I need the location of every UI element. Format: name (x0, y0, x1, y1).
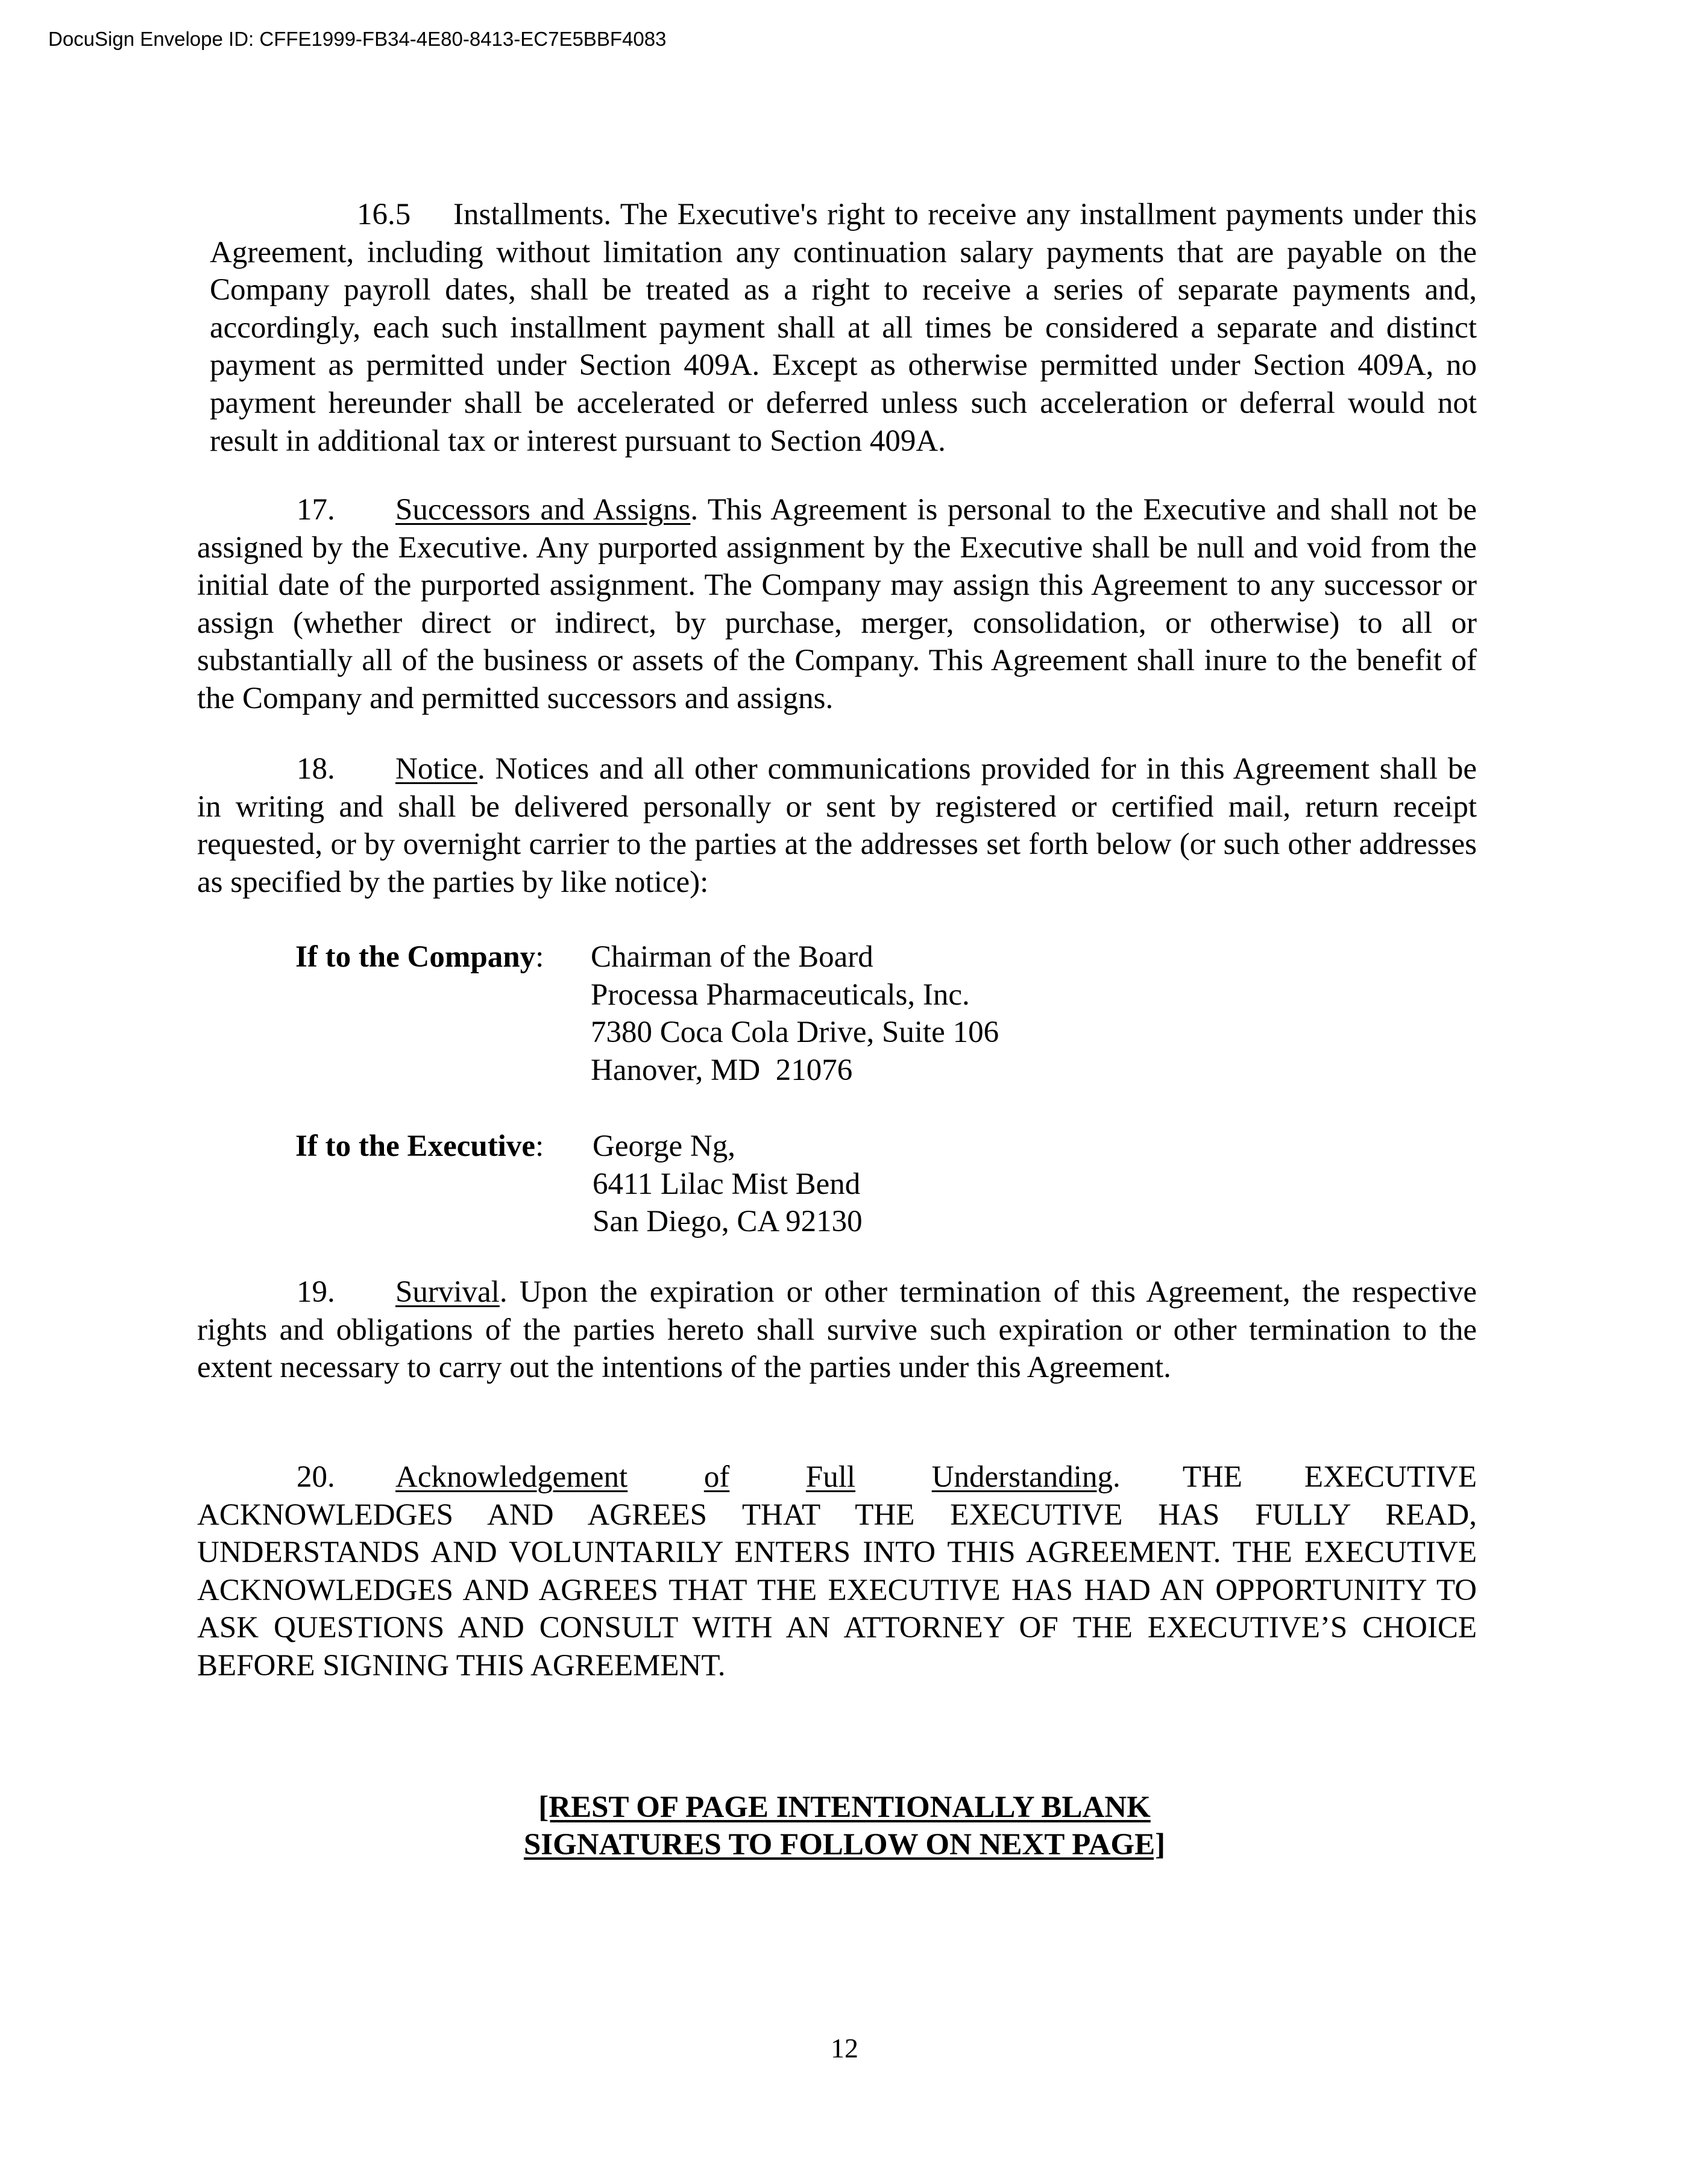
section-number: 17. (297, 493, 335, 527)
section-body: . Notices and all other communications provided for in this Agreement shall be in writing and shall be delivered personally or sent by registered or certified mail, return receipt requested, or by overnight carrier to the parties at the addresses set forth below (or such other addresses as specified by the parties by like notice): (197, 752, 1477, 899)
section-17-successors-and-assigns (197, 491, 1477, 718)
company-address-label: If to the Company: (295, 940, 544, 974)
address-line: 6411 Lilac Mist Bend (593, 1167, 861, 1201)
lead-word: THE (1182, 1460, 1242, 1494)
page-number: 12 (831, 2033, 858, 2063)
section-title: Installments. (453, 198, 612, 231)
lead-word: EXECUTIVE (1304, 1460, 1477, 1494)
section-16-5-installments (210, 196, 1477, 460)
section-number: 20. (297, 1460, 335, 1494)
rest-of-page-blank-note (0, 1789, 1689, 1863)
section-number: 16.5 (357, 198, 411, 231)
address-line: Chairman of the Board (591, 940, 873, 974)
section-body: . This Agreement is personal to the Executive and shall not be assigned by the Executive. Any purported assignment by the Executive shall be null and void from the initial date of the purported assignment. The Company may assign this Agreement to any successor or assign (whether direct or indirect, by purchase, merger, consolidation, or otherwise) to all or substantially all of the business or assets of the Company. This Agreement shall inure to the benefit of the Company and permitted successors and assigns. (197, 493, 1477, 715)
blank-note-line-2: SIGNATURES TO FOLLOW ON NEXT PAGE] (523, 1828, 1166, 1862)
blank-note-line-1: [REST OF PAGE INTENTIONALLY BLANK (538, 1790, 1151, 1824)
section-title: Acknowledgement of Full Understanding (395, 1460, 1113, 1494)
section-20-first-line: 20. Acknowledgement of Full Understanding . THE EXECUTIVE (197, 1458, 1477, 1496)
section-number: 18. (297, 752, 335, 786)
section-number: 19. (297, 1275, 335, 1309)
section-title: Notice (395, 752, 477, 786)
section-body: . Upon the expiration or other termination of this Agreement, the respective rights and obligations of the parties hereto shall survive such expiration or other termination to the extent necessary to carry out the intentions of the parties under this Agreement. (197, 1275, 1477, 1385)
section-body: The Executive's right to receive any installment payments under this Agreement, including without limitation any continuation salary payments that are payable on the Company payroll dates, shall be treated as a right to receive a series of separate payments and, accordingly, each such installment payment shall at all times be considered a separate and distinct payment as permitted under Section 409A. Except as otherwise permitted under Section 409A, no payment hereunder shall be accelerated or deferred unless such acceleration or deferral would not result in additional tax or interest pursuant to Section 409A. (210, 198, 1477, 458)
executive-address-lines (593, 1128, 863, 1241)
section-title: Survival (395, 1275, 500, 1309)
docusign-envelope-id: DocuSign Envelope ID: CFFE1999-FB34-4E80-8413-EC7E5BBF4083 (48, 28, 667, 50)
section-title: Successors and Assigns (395, 493, 691, 527)
section-18-notice (197, 750, 1477, 901)
section-body: ACKNOWLEDGES AND AGREES THAT THE EXECUTIVE HAS FULLY READ, UNDERSTANDS AND VOLUNTARILY ENTERS INTO THIS AGREEMENT. THE EXECUTIVE ACKNOWLEDGES AND AGREES THAT THE EXECUTIVE HAS HAD AN OPPORTUNITY TO ASK QUESTIONS AND CONSULT WITH AN ATTORNEY OF THE EXECUTIVE’S CHOICE BEFORE SIGNING THIS AGREEMENT. (197, 1498, 1477, 1683)
section-20-acknowledgement (197, 1458, 1477, 1685)
section-19-survival (197, 1273, 1477, 1387)
address-line: Hanover, MD 21076 (591, 1053, 853, 1087)
address-line: George Ng, (593, 1129, 735, 1163)
address-line: 7380 Coca Cola Drive, Suite 106 (591, 1015, 999, 1050)
executive-address-label: If to the Executive: (295, 1129, 544, 1163)
company-address-lines (591, 938, 999, 1089)
address-line: Processa Pharmaceuticals, Inc. (591, 977, 970, 1012)
address-line: San Diego, CA 92130 (593, 1205, 863, 1239)
